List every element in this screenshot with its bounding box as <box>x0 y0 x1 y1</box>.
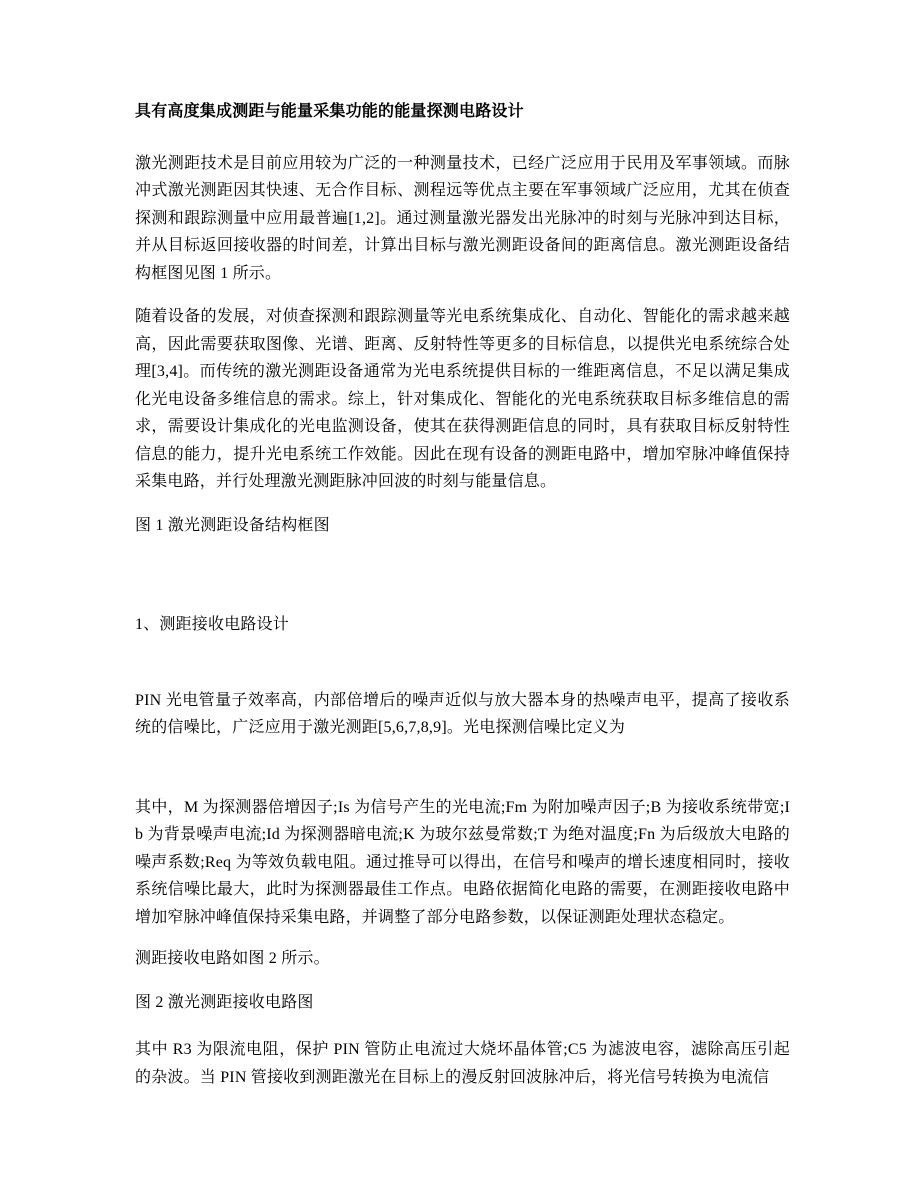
figure-1-caption: 图 1 激光测距设备结构框图 <box>135 516 330 534</box>
paragraph-figure-2-reference: 测距接收电路如图 2 所示。 <box>135 950 330 967</box>
paragraph-r3-circuit: 其中 R3 为限流电阻，保护 PIN 管防止电流过大烧坏晶体管;C5 为滤波电容，滤除高压引起的杂波。当 PIN 管接收到测距激光在目标上的漫反射回波脉冲后，将光信号转换为电流信 <box>135 1041 790 1086</box>
paragraph-development: 随着设备的发展，对侦查探测和跟踪测量等光电系统集成化、自动化、智能化的需求越来越高，因此需要获取图像、光谱、距离、反射特性等更多的目标信息，以提供光电系统综合处理[3,4]。而传统的激光测距设备通常为光电系统提供目标的一维距离信息，不足以满足集成化光电设备多维信息的需求。综上，针对集成化、智能化的光电系统获取目标多维信息的需求，需要设计集成化的光电监测设备，使其在获得测距信息的同时，具有获取目标反射特性信息的能力，提升光电系统工作效能。因此在现有设备的测距电路中，增加窄脉冲峰值保持采集电路，并行处理激光测距脉冲回波的时刻与能量信息。 <box>135 308 790 490</box>
paragraph-pin-detector: PIN 光电管量子效率高，内部倍增后的噪声近似与放大器本身的热噪声电平，提高了接收系统的信噪比，广泛应用于激光测距[5,6,7,8,9]。光电探测信噪比定义为 <box>135 691 790 736</box>
section-1-heading: 1、测距接收电路设计 <box>135 616 290 633</box>
paragraph-snr-parameters: 其中，M 为探测器倍增因子;Is 为信号产生的光电流;Fm 为附加噪声因子;B 为接收系统带宽;Ib 为背景噪声电流;Id 为探测器暗电流;K 为玻尔兹曼常数;T 为绝对温度;Fn 为后级放大电路的噪声系数;Req 为等效负载电阻。通过推导可以得出，在信号和噪声的增长速度相同时，接收系统信噪比最大，此时为探测器最佳工作点。电路依据简化电路的需要，在测距接收电路中增加窄脉冲峰值保持采集电路，并调整了部分电路参数，以保证测距处理状态稳定。 <box>135 798 790 926</box>
figure-2-caption: 图 2 激光测距接收电路图 <box>135 993 314 1011</box>
document-title: 具有高度集成测距与能量采集功能的能量探测电路设计 <box>135 103 524 120</box>
paragraph-intro: 激光测距技术是目前应用较为广泛的一种测量技术，已经广泛应用于民用及军事领域。而脉冲式激光测距因其快速、无合作目标、测程远等优点主要在军事领域广泛应用，尤其在侦查探测和跟踪测量中应用最普遍[1,2]。通过测量激光器发出光脉冲的时刻与光脉冲到达目标，并从目标返回接收器的时间差，计算出目标与激光测距设备间的距离信息。激光测距设备结构框图见图 1 所示。 <box>135 154 790 282</box>
